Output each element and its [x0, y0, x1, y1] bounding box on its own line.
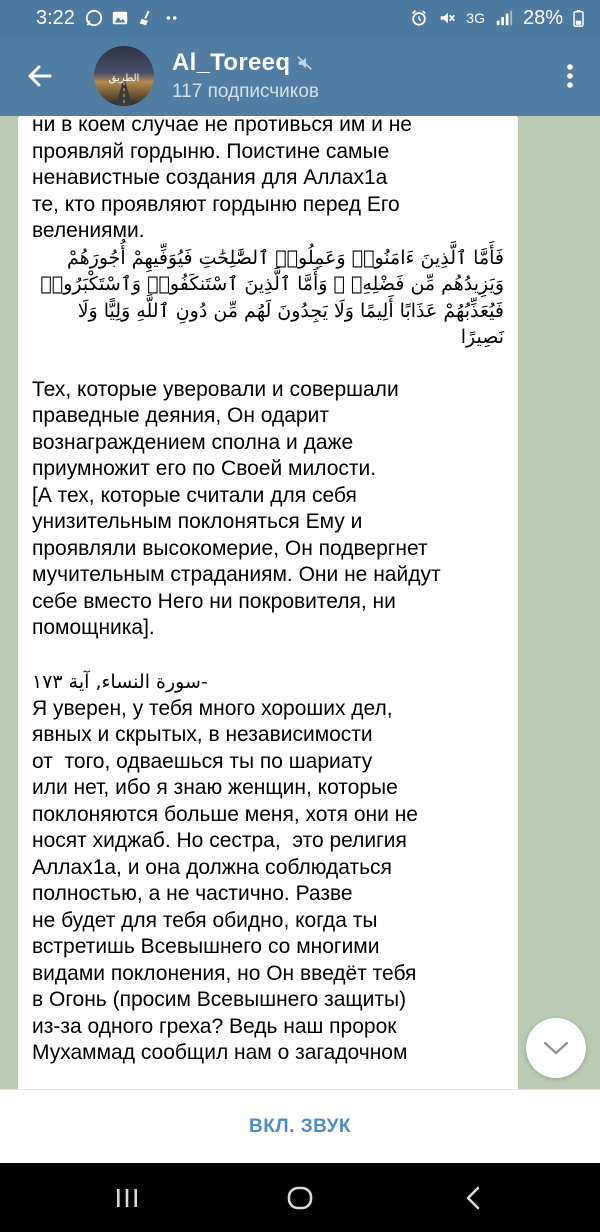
- mute-icon: [438, 9, 456, 27]
- gallery-icon: [111, 9, 129, 27]
- message-paragraph-3: Я уверен, у тебя много хороших дел, явных и скрытых, в независимости от того, одваешься ты по шариату или нет, ибо я знаю женщин, которые поклоняются больше меня, хотя они не носят хиджаб. Но сестра, это религия Аллах1а, и она должна соблюдаться полностью, а не частично. Разве не будет для тебя обидно, когда ты встретишь Всевышнего со многими видами поклонения, но Он введёт тебя в Огонь (просим Всевышнего защиты) из-за одного греха? Ведь наш пророк Мухаммад сообщил нам о загадочном: [32, 696, 418, 1064]
- message-arabic-verse: فَأَمَّا ٱلَّذِينَ ءَامَنُوا۟ وَعَمِلُوا۟ ٱلصَّٰلِحَٰتِ فَيُوَفِّيهِمْ أُجُورَهُمْ وَيَزِيدُهُم مِّن فَضْلِهِۦ ۖ وَأَمَّا ٱلَّذِينَ ٱسْتَنكَفُوا۟ وَٱسْتَكْبَرُوا۟ فَيُعَذِّبُهُمْ عَذَابًا أَلِيمًا وَلَا يَجِدُونَ لَهُم مِّن دُونِ ٱللَّهِ وَلِيًّا وَلَا نَصِيرًا: [34, 246, 504, 348]
- recent-apps-icon: [114, 1186, 140, 1210]
- status-left-icons: [85, 9, 181, 27]
- message-paragraph-2: Тех, которые уверовали и совершали праведные деяния, Он одарит вознаграждением сполна и даже приумножит его по Своей милости. [А тех, которые считали для себя унизительным поклоняться Ему и проявляли высокомерие, Он подвергнет мучительным страданиям. Они не найдут себе вместо Него ни покровителя, ни помощника].: [32, 377, 441, 639]
- alarm-icon: [410, 9, 428, 27]
- status-right-icons: [410, 7, 584, 30]
- status-bar: [0, 0, 600, 36]
- battery-percent: 28%: [522, 6, 563, 29]
- whatsapp-icon: [85, 9, 103, 27]
- channel-title-row: [172, 49, 319, 77]
- back-nav-button[interactable]: [443, 1168, 503, 1228]
- chevron-down-icon: [543, 1040, 569, 1056]
- unmute-button[interactable]: ВКЛ. ЗВУК: [248, 1115, 352, 1137]
- channel-header: [0, 36, 600, 116]
- channel-avatar[interactable]: [94, 46, 154, 106]
- battery-icon: [573, 9, 584, 27]
- back-button[interactable]: [0, 36, 80, 116]
- system-navigation-bar: [0, 1163, 600, 1232]
- channel-title: Al_Toreeq: [172, 49, 291, 76]
- signal-icon: [495, 9, 513, 27]
- channel-info[interactable]: [172, 49, 319, 103]
- subscriber-count: 117 подписчиков: [172, 81, 319, 102]
- message-spacer: [32, 351, 504, 377]
- arrow-left-icon: [26, 62, 54, 90]
- message-bubble[interactable]: [18, 116, 518, 1089]
- status-time: 3:22: [36, 6, 75, 29]
- sura-reference: -سورة النساء, آية ١٧٣: [32, 670, 208, 693]
- avatar-label: الطريق: [108, 73, 140, 84]
- more-dots-icon: [163, 9, 181, 27]
- message-paragraph-1: ни в коем случае не противься им и не проявляй гордыню. Поистине самые ненавистные создания для Аллах1а те, кто проявляют гордыню перед Его велениями.: [32, 116, 412, 242]
- back-chevron-icon: [463, 1185, 483, 1211]
- muted-icon: [296, 54, 314, 72]
- more-options-button[interactable]: [540, 36, 600, 116]
- home-button[interactable]: [270, 1168, 330, 1228]
- message-spacer: [32, 642, 504, 668]
- network-type: 3G: [466, 10, 485, 26]
- kebab-menu-icon: [566, 62, 574, 90]
- recent-apps-button[interactable]: [97, 1168, 157, 1228]
- channel-bottom-bar: [0, 1089, 600, 1163]
- home-icon: [286, 1184, 314, 1212]
- cleaner-icon: [137, 9, 155, 27]
- scroll-down-button[interactable]: [526, 1018, 586, 1078]
- chat-area[interactable]: [0, 116, 600, 1089]
